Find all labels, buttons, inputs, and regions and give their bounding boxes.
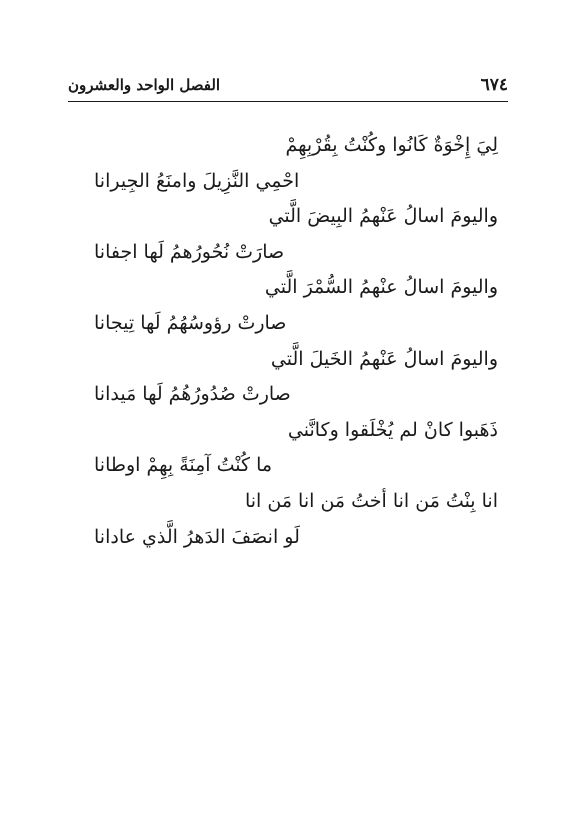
page-number: ٦٧٤ [480,75,508,95]
verse-line: صارتْ صُدُورُهُمُ لَها مَيدانا [94,383,291,406]
verse-line: صارَتْ نُحُورُهمُ لَها اجفانا [94,240,285,263]
verse-line: ذَهَبوا كانْ لم يُخْلَقوا وكانَّني [287,418,498,441]
verse-line: لِيَ إِخْوَةٌ كَانُوا وكُنْتُ بِقُرْبِهِمْ [285,134,498,156]
verse-line: لَو انصَفَ الدَهرُ الَّذي عادانا [94,525,300,548]
verse-line: صارتْ رؤوسُهُمُ لَها تِيجانا [94,311,287,334]
verse-line: ما كُنْتُ آمِنَةً بِهِمْ اوطانا [94,454,273,477]
page-header [68,74,508,100]
verse-line: واليومَ اسالُ عَنْهمُ البِيضَ الَّتي [268,205,498,228]
verse-line: واليومَ اسالُ عنْهمُ السُّمْرَ الَّتي [264,276,498,299]
poem [60,128,500,555]
verse-line: احْمِي النَّزِيلَ وامنَعُ الجِيرانا [94,169,300,192]
header-rule [68,101,508,102]
running-title: الفصل الواحد والعشرون [68,76,221,94]
verse-line: واليومَ اسالُ عَنْهمُ الخَيلَ الَّتي [270,347,498,370]
verse-line: انا بِنْتُ مَن انا أختُ مَن انا مَن انا [244,489,498,512]
